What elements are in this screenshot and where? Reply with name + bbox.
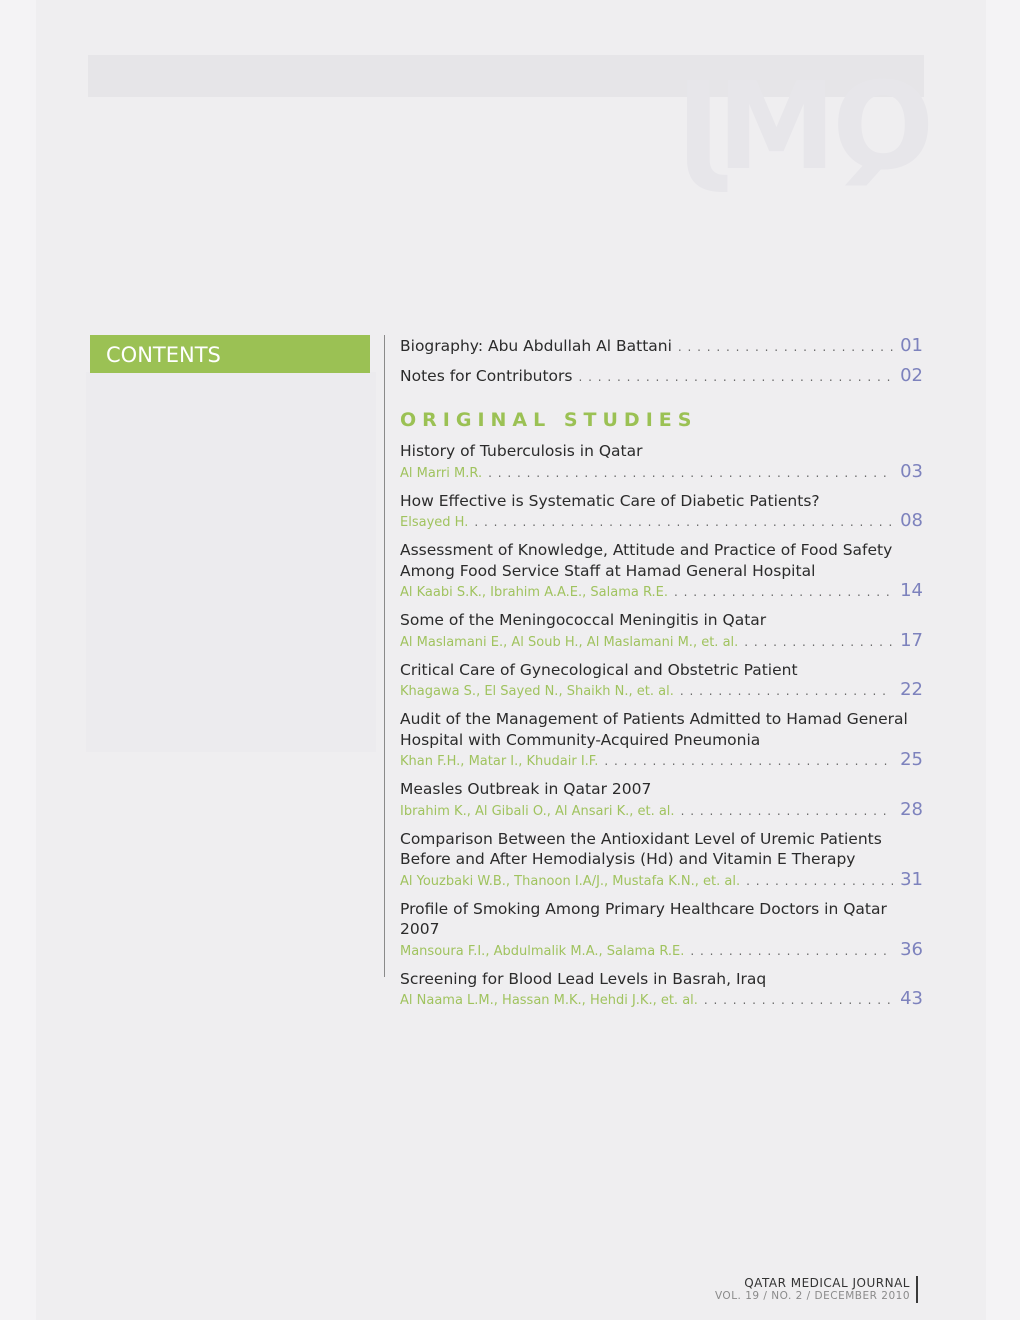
page-number: 28: [900, 798, 923, 820]
dot-leader: [488, 463, 893, 483]
article-entry[interactable]: [400, 491, 923, 534]
show-through-logo: QMJ: [680, 58, 935, 197]
toc-title: Biography: Abu Abdullah Al Battani: [400, 337, 672, 355]
article-authors-row: [400, 870, 923, 892]
toc-row-notes[interactable]: [400, 366, 923, 387]
vertical-divider: [384, 335, 385, 977]
article-entry[interactable]: [400, 969, 923, 1012]
article-authors: Mansoura F.I., Abdulmalik M.A., Salama R.E.: [400, 943, 685, 959]
table-of-contents: [400, 330, 923, 1018]
article-entry[interactable]: [400, 709, 923, 772]
article-title: Measles Outbreak in Qatar 2007: [400, 780, 652, 798]
contents-heading: CONTENTS: [90, 335, 370, 373]
page-number: 43: [900, 988, 923, 1009]
page-number: 25: [900, 749, 923, 770]
article-authors-row: [400, 800, 923, 822]
article-entry[interactable]: [400, 829, 923, 892]
article-authors: Al Maslamani E., Al Soub H., Al Maslamani M., et. al.: [400, 634, 739, 650]
article-authors: Al Kaabi S.K., Ibrahim A.A.E., Salama R.E.: [400, 585, 669, 600]
page-number: 31: [900, 868, 923, 890]
article-title: Assessment of Knowledge, Attitude and Practice of Food Safety Among Food Service Staff at Hamad General Hospital: [400, 541, 893, 580]
article-entry[interactable]: [400, 660, 923, 703]
dot-leader: [680, 681, 893, 701]
article-authors-row: [400, 462, 923, 484]
journal-volume: VOL. 19 / NO. 2 / DECEMBER 2010: [714, 1290, 910, 1302]
journal-name: QATAR MEDICAL JOURNAL: [744, 1276, 910, 1290]
article-authors: Al Naama L.M., Hassan M.K., Hehdi J.K., et. al.: [400, 993, 698, 1008]
article-authors-row: [400, 581, 923, 603]
dot-leader: [690, 941, 893, 961]
article-authors-row: [400, 940, 923, 962]
article-authors-row: [400, 750, 923, 772]
dot-leader: [579, 367, 894, 387]
dot-leader: [746, 871, 893, 891]
page-number: 02: [900, 365, 923, 386]
article-authors: Khagawa S., El Sayed N., Shaikh N., et. al.: [400, 684, 674, 699]
article-authors: Ibrahim K., Al Gibali O., Al Ansari K., et. al.: [400, 803, 675, 819]
dot-leader: [474, 512, 893, 532]
article-entry[interactable]: [400, 899, 923, 962]
article-title: Screening for Blood Lead Levels in Basrah, Iraq: [400, 969, 767, 988]
article-authors-row: [400, 511, 923, 533]
show-through-panel: [86, 372, 376, 752]
page-number: 17: [900, 629, 923, 651]
article-authors: Khan F.H., Matar I., Khudair I.F.: [400, 754, 599, 769]
article-entry[interactable]: [400, 610, 923, 653]
page-number: 01: [900, 335, 923, 356]
dot-leader: [744, 632, 893, 652]
article-authors: Al Marri M.R.: [400, 465, 483, 481]
dot-leader: [681, 801, 893, 821]
article-entry[interactable]: [400, 779, 923, 822]
article-authors-row: [400, 680, 923, 702]
article-title: Some of the Meningococcal Meningitis in Qatar: [400, 611, 767, 629]
journal-footer: [715, 1276, 918, 1303]
article-title: Comparison Between the Antioxidant Level of Uremic Patients Before and After Hemodialysis (Hd) and Vitamin E Therapy: [400, 829, 882, 868]
page-number: 22: [900, 679, 923, 700]
article-entry[interactable]: [400, 540, 923, 603]
section-heading-original-studies: ORIGINAL STUDIES: [400, 409, 698, 431]
article-authors: Al Youzbaki W.B., Thanoon I.A/J., Mustafa K.N., et. al.: [400, 873, 741, 889]
article-authors-row: [400, 989, 923, 1011]
article-title: Profile of Smoking Among Primary Healthcare Doctors in Qatar 2007: [400, 899, 887, 938]
article-authors: Elsayed H.: [400, 515, 469, 530]
article-authors-row: [400, 631, 923, 653]
dot-leader: [704, 990, 893, 1010]
dot-leader: [674, 582, 893, 602]
page-number: 14: [900, 580, 923, 601]
page-number: 36: [900, 938, 923, 960]
article-title: History of Tuberculosis in Qatar: [400, 442, 643, 460]
page-number: 08: [900, 510, 923, 531]
article-title: Critical Care of Gynecological and Obstetric Patient: [400, 660, 798, 679]
dot-leader: [678, 337, 893, 357]
dot-leader: [604, 751, 893, 771]
toc-row-biography[interactable]: [400, 336, 923, 357]
page-number: 03: [900, 460, 923, 482]
article-list: [400, 441, 923, 1011]
article-title: Audit of the Management of Patients Admitted to Hamad General Hospital with Community-Acquired Pneumonia: [400, 710, 908, 749]
article-entry[interactable]: [400, 441, 923, 484]
toc-title: Notes for Contributors: [400, 367, 573, 385]
article-title: How Effective is Systematic Care of Diabetic Patients?: [400, 491, 820, 510]
